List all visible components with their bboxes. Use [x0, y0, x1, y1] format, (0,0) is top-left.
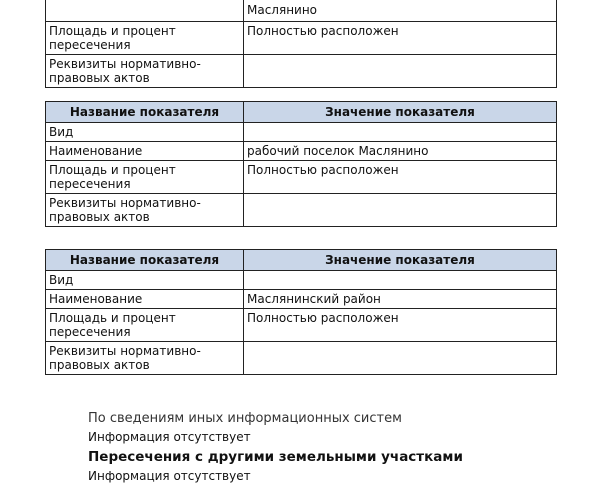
property-value-cell: рабочий поселок Маслянино	[244, 142, 557, 161]
section-text-land-intersections: Информация отсутствует	[88, 469, 251, 483]
column-header-indicator-name: Название показателя	[46, 102, 244, 123]
property-name-cell: Площадь и процент пересечения	[46, 309, 244, 342]
property-value-text: Маслянино	[247, 3, 318, 17]
section-title-land-intersections: Пересечения с другими земельными участками	[88, 449, 463, 465]
section-text-other-systems: Информация отсутствует	[88, 430, 251, 444]
property-value-cell	[244, 0, 557, 22]
table-header-row	[46, 250, 557, 271]
property-name-cell: Площадь и процент пересечения	[46, 161, 244, 194]
column-header-indicator-value: Значение показателя	[244, 102, 557, 123]
property-value-cell	[244, 55, 557, 88]
column-header-indicator-name: Название показателя	[46, 250, 244, 271]
property-name-cell: Наименование	[46, 142, 244, 161]
table-row	[46, 290, 557, 309]
table-header-row	[46, 102, 557, 123]
table-row	[46, 123, 557, 142]
table-row	[46, 342, 557, 375]
property-name-cell: Вид	[46, 123, 244, 142]
property-name-cell: Наименование	[46, 290, 244, 309]
property-name-cell	[46, 0, 244, 22]
properties-table-district	[45, 249, 557, 375]
property-value-cell	[244, 271, 557, 290]
table-row	[46, 309, 557, 342]
property-name-cell: Вид	[46, 271, 244, 290]
table-row	[46, 194, 557, 227]
property-name-cell: Реквизиты нормативно-правовых актов	[46, 342, 244, 375]
column-header-indicator-value: Значение показателя	[244, 250, 557, 271]
table-row	[46, 271, 557, 290]
section-title-other-systems: По сведениям иных информационных систем	[88, 411, 402, 426]
table-row	[46, 161, 557, 194]
property-value-cell	[244, 342, 557, 375]
table-row	[46, 55, 557, 88]
property-name-cell: Реквизиты нормативно-правовых актов	[46, 194, 244, 227]
properties-table-settlement	[45, 101, 557, 227]
property-value-cell: Полностью расположен	[244, 309, 557, 342]
table-row	[46, 0, 557, 22]
property-name-cell: Площадь и процент пересечения	[46, 22, 244, 55]
table-row	[46, 22, 557, 55]
property-value-cell: Маслянинский район	[244, 290, 557, 309]
property-value-cell: Полностью расположен	[244, 161, 557, 194]
property-value-cell: Полностью расположен	[244, 22, 557, 55]
property-name-cell: Реквизиты нормативно-правовых актов	[46, 55, 244, 88]
property-value-cell	[244, 194, 557, 227]
property-value-cell	[244, 123, 557, 142]
properties-table-continued	[45, 0, 557, 88]
table-row	[46, 142, 557, 161]
